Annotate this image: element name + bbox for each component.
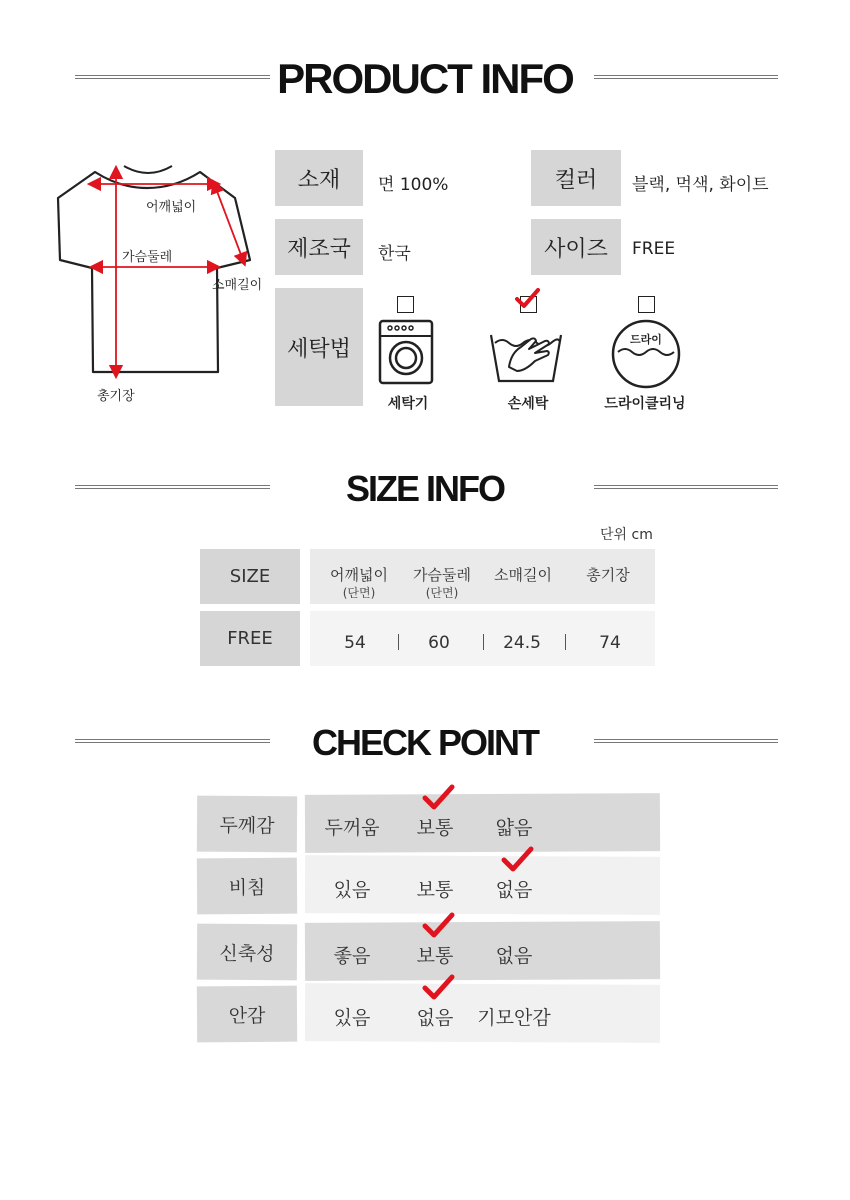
check-row-label: 비침 xyxy=(197,858,297,915)
wash-label: 세탁법 xyxy=(275,288,363,406)
selected-check-icon xyxy=(421,784,455,812)
material-label: 소재 xyxy=(275,150,363,206)
origin-value: 한국 xyxy=(378,244,411,264)
selected-check-icon xyxy=(500,846,534,874)
hand-wash-icon xyxy=(487,325,565,387)
check-option[interactable]: 없음 xyxy=(416,1007,454,1029)
color-value: 블랙, 먹색, 화이트 xyxy=(632,175,769,195)
value-sleeve: 24.5 xyxy=(503,633,541,653)
size-header: SIZE xyxy=(200,549,300,604)
size-label: 사이즈 xyxy=(531,219,621,275)
check-option[interactable]: 없음 xyxy=(495,879,533,901)
wash-option-dry: 드라이클리닝 xyxy=(604,396,686,412)
check-row-label: 안감 xyxy=(197,986,297,1043)
check-option[interactable]: 없음 xyxy=(495,945,533,967)
unit-label: 단위 cm xyxy=(600,527,653,543)
value-length: 74 xyxy=(599,633,621,653)
dry-clean-badge: 드라이 xyxy=(630,333,662,346)
washing-machine-icon xyxy=(377,318,435,386)
check-option[interactable]: 보통 xyxy=(416,879,454,901)
wash-option-hand: 손세탁 xyxy=(507,396,549,412)
product-info-title: PRODUCT INFO xyxy=(277,55,573,102)
check-point-title: CHECK POINT xyxy=(311,722,538,763)
check-mark-icon xyxy=(514,288,540,310)
row-size-free: FREE xyxy=(200,611,300,666)
color-label: 컬러 xyxy=(531,150,621,206)
column-shoulder: 어깨넓이 (단면) xyxy=(330,566,388,600)
check-option[interactable]: 얇음 xyxy=(495,817,533,839)
value-shoulder: 54 xyxy=(344,633,366,653)
dry-clean-icon xyxy=(610,318,682,390)
selected-check-icon xyxy=(421,912,455,940)
value-chest: 60 xyxy=(428,633,450,653)
material-value: 면 100% xyxy=(378,175,449,195)
check-option[interactable]: 있음 xyxy=(333,1007,371,1029)
size-info-title: SIZE INFO xyxy=(345,468,504,509)
selected-check-icon xyxy=(421,974,455,1002)
value-separator xyxy=(565,634,566,650)
value-separator xyxy=(483,634,484,650)
diagram-label-shoulder: 어깨넓이 xyxy=(146,200,197,215)
diagram-label-chest: 가슴둘레 xyxy=(122,250,173,265)
check-option[interactable]: 보통 xyxy=(416,817,454,839)
check-option[interactable]: 두꺼움 xyxy=(324,817,380,839)
value-separator xyxy=(398,634,399,650)
diagram-label-sleeve: 소매길이 xyxy=(212,278,263,293)
check-row-label: 두께감 xyxy=(197,796,297,853)
check-option[interactable]: 보통 xyxy=(416,945,454,967)
diagram-label-length: 총기장 xyxy=(97,389,135,404)
wash-machine-checkbox[interactable] xyxy=(397,296,414,313)
check-option[interactable]: 기모안감 xyxy=(477,1007,551,1029)
check-option[interactable]: 있음 xyxy=(333,879,371,901)
size-value: FREE xyxy=(632,239,676,259)
check-option[interactable]: 좋음 xyxy=(333,945,371,967)
origin-label: 제조국 xyxy=(275,219,363,275)
column-sleeve: 소매길이 xyxy=(494,566,552,584)
check-row-label: 신축성 xyxy=(197,924,297,981)
dry-clean-checkbox[interactable] xyxy=(638,296,655,313)
column-chest: 가슴둘레 (단면) xyxy=(413,566,471,600)
column-length: 총기장 xyxy=(586,566,630,584)
wash-option-machine: 세탁기 xyxy=(387,396,429,412)
